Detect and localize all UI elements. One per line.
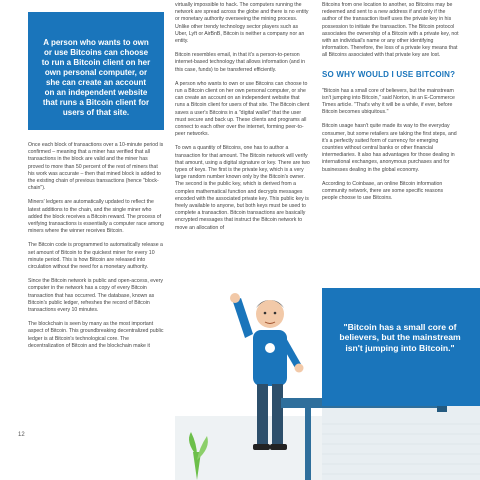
column-middle <box>175 0 311 239</box>
paragraph: The Bitcoin code is programmed to automatically release a set amount of Bitcoin to the quickest miner for every 10 minute period. This is how Bitcoin are released into circulation without the need for a monetary authority. <box>28 242 163 271</box>
column-right <box>322 0 460 209</box>
bitcoin-logo-icon <box>265 343 275 353</box>
paragraph: Once each block of transactions over a 10-minute period is confirmed – meaning that a miner has verified that all transactions in the block are valid and the miner has proved to more than 50 percent of the rest of miners that his work was accurate – then that mined block is added to the existing chain of previous transactions (hence "block-chain"). <box>28 142 164 192</box>
section-heading: SO WHY WOULD I USE BITCOIN? <box>322 69 456 79</box>
page-number: 12 <box>18 432 25 438</box>
paragraph: To own a quantity of Bitcoins, one has to author a transaction for that amount. The Bitcoin network will verify that amount, using a digital signature or key. There are two types of keys. The first is the private key, which is a very large random number known only by the Bitcoin's owner. The second is the public key, which is derived from a complex mathematical function and decrypts messages encoded with the associated private key. This public key is freely available to anyone, but both keys must be used to complete a transaction. Bitcoin transactions are basically encrypted messages that instruct the Bitcoin network to move an allocation of <box>175 145 310 231</box>
paragraph: Bitcoin usage hasn't quite made its way to the everyday consumer, but some retailers are taking the first steps, and it's a perfectly suited form of currency for emerging countries without central banks or other financial intermediaries. It also has advantages for those dealing in international exchanges, anonymous purchases and for businesses dealing in the global economy. <box>322 123 457 173</box>
paragraph: The blockchain is seen by many as the most important aspect of Bitcoin. This groundbreaking decentralized public ledger is at Bitcoin's technological core. The decentralization of Bitcoin and the blockchain make it <box>28 321 164 349</box>
paragraph: According to Coinbase, an online Bitcoin information community network, there are some specific reasons people choose to use Bitcoins. <box>322 180 444 202</box>
pull-quote: "Bitcoin has a small core of believers, but the mainstream isn't jumping into Bitcoin." <box>339 322 461 353</box>
callout-text: A person who wants to own or use Bitcoins can choose to run a Bitcoin client on her own personal computer, or she can create an account on an independent website that runs a Bitcoin client for users of that site. <box>41 38 151 117</box>
paragraph: Bitcoins from one location to another, so Bitcoins may be redeemed and sent to a new address if and only if the author of the transaction itself uses the private key in his possession to initiate the transaction. The Bitcoin protocol associates the ownership of a Bitcoin with a private key, not with an individual's name or any other identifying information. Therefore, the loss of a private key means that all Bitcoins associated with that private key are lost. <box>322 2 459 59</box>
callout-box <box>28 12 164 130</box>
paragraph: "Bitcoin has a small core of believers, but the mainstream isn't jumping into Bitcoin," said Norton, in an E-Commerce Times article. "That's why it will be a while, if ever, before Bitcoin becomes ubiquitous." <box>322 87 455 116</box>
paragraph: Miners' ledgers are automatically updated to reflect the latest additions to the chain, and the single miner who added the block receives a Bitcoin reward. The process of verifying transactions is essentially a computer race among miners where the winner receives Bitcoin. <box>28 199 164 235</box>
paragraph: virtually impossible to hack. The computers running the network are spread across the globe and there is no entity or monetary authority overseeing the mining process. Unlike other trendy technology sector players such as Uber, Lyft or AirBnB, Bitcoin is neither a company nor an entity. <box>175 2 309 45</box>
paragraph: Since the Bitcoin network is public and open-access, every computer in the network has a copy of every Bitcoin transaction that has occurred. The database, known as Bitcoin's public ledger, refreshes the record of Bitcoin transactions every 10 minutes. <box>28 278 163 314</box>
column-left <box>28 0 164 357</box>
paragraph: A person who wants to own or use Bitcoins can choose to run a Bitcoin client on her own personal computer, or she can create an account on an independent website that runs a Bitcoin client for users of that site. The Bitcoin client saves a user's Bitcoins in a "digital wallet" that the user must secure and back up. These clients and programs all connect to each other over the internet, forming peer-to-peer networks. <box>175 80 310 138</box>
paragraph: Bitcoin resembles email, in that it's a person-to-person internet-based technology that allows information (and in this case, funds) to be transferred efficiently. <box>175 52 306 73</box>
